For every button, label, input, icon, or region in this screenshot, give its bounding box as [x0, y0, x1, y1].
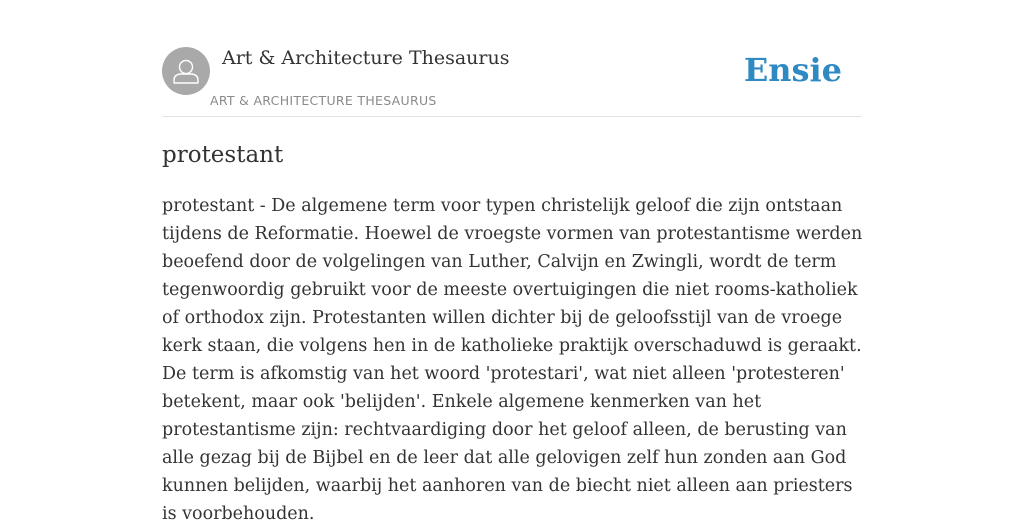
header: [162, 46, 862, 117]
brand-logo[interactable]: Ensie: [743, 51, 842, 89]
page-title: protestant: [162, 142, 284, 168]
source-title[interactable]: Art & Architecture Thesaurus: [222, 47, 510, 69]
article-body: protestant - De algemene term voor typen christelijk geloof die zijn ontstaan tijdens de Reformatie. Hoewel de vroegste vormen van protestantisme werden beoefend door de volgelingen van Luther, Calvijn en Zwingli, wordt de term tegenwoordig gebruikt voor de meeste overtuigingen die niet rooms-katholiek of orthodox zijn. Protestanten willen dichter bij de geloofsstijl van de vroege kerk staan, die volgens hen in de katholieke praktijk overschaduwd is geraakt. De term is afkomstig van het woord 'protestari', wat niet alleen 'protesteren' betekent, maar ook 'belijden'. Enkele algemene kenmerken van het protestantisme zijn: rechtvaardiging door het geloof alleen, de berusting van alle gezag bij de Bijbel en de leer dat alle gelovigen zelf hun zonden aan God kunnen belijden, waarbij het aanhoren van de biecht niet alleen aan priesters is voorbehouden.: [162, 196, 863, 524]
user-silhouette-icon: [162, 47, 210, 95]
source-subtitle[interactable]: ART & ARCHITECTURE THESAURUS: [210, 93, 437, 108]
avatar[interactable]: [162, 47, 210, 95]
